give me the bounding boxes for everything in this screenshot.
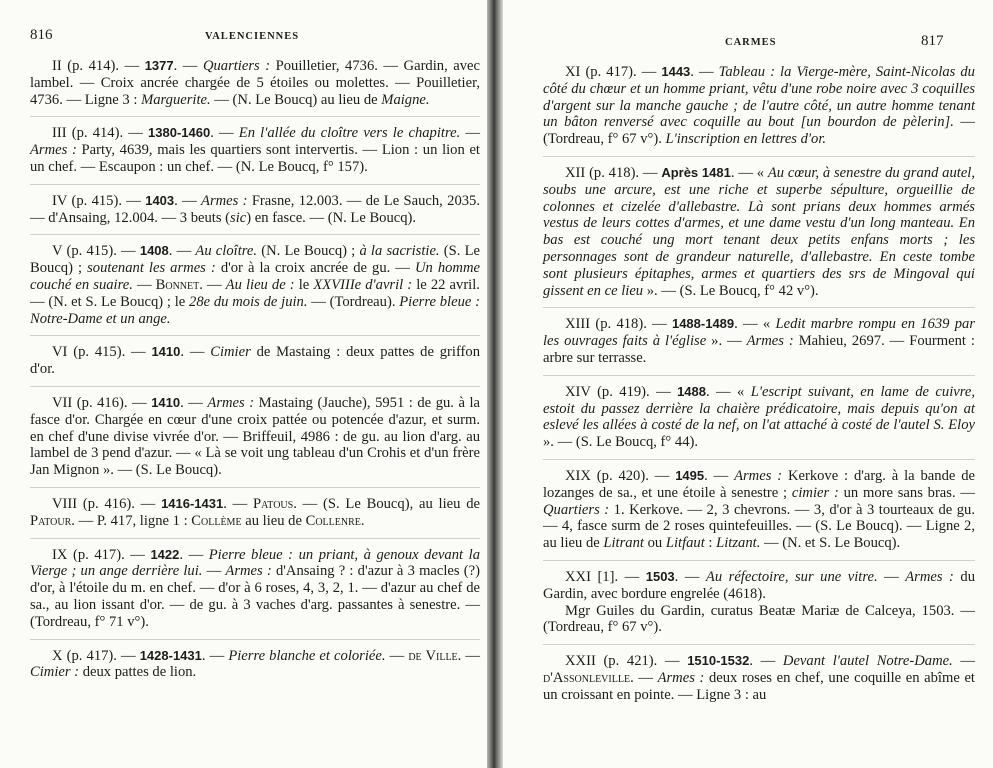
book-gutter [487, 0, 503, 768]
entry-V: V (p. 415). — 1408. — Au cloître. (N. Le Boucq) ; à la sacristie. (S. Le Boucq) ; soutenant les armes : d'or à la croix ancrée de gu. — Un homme couché en suaire. — Bonnet. — Au lieu de : le XXVIIIe d'avril : le 22 avril. — (N. et S. Le Boucq) ; le 28e du mois de juin. — (Tordreau). Pierre bleue : Notre-Dame et un ange. [30, 243, 480, 327]
left-page [0, 0, 487, 768]
entry-divider [30, 116, 480, 117]
entry-XIX: XIX (p. 420). — 1495. — Armes : Kerkove : d'arg. à la bande de lozanges de sa., et une étoile à senestre ; cimier : un more sans bras. — Quartiers : 1. Kerkove. — 2, 3 chevrons. — 3, d'or à 3 tourteaux de gu. — 4, fasce surm de 2 roses quintefeuilles. — (S. Le Boucq). — Ligne 2, au lieu de Litrant ou Litfaut : Litzant. — (N. et S. Le Boucq). [543, 467, 975, 552]
page-number-left: 816 [30, 27, 53, 43]
entry-XI: XI (p. 417). — 1443. — Tableau : la Vierge-mère, Saint-Nicolas du côté du chœur et un homme priant, vêtu d'une robe noire avec 3 coquilles d'argent sur la manche gauche ; de l'autre côté, un autre homme tenant un bâton renversé avec coquille au bout [un bourdon de pèlerin]. — (Tordreau, f° 67 v°). L'inscription en lettres d'or. [543, 64, 975, 148]
entry-XIII: XIII (p. 418). — 1488-1489. — « Ledit marbre rompu en 1639 par les ouvrages faits à l'église ». — Armes : Mahieu, 2697. — Fourment : arbre sur terrasse. [543, 316, 975, 366]
entry-divider [543, 560, 975, 561]
entry-divider [543, 459, 975, 460]
entry-III: III (p. 414). — 1380-1460. — En l'allée du cloître vers le chapitre. — Armes : Party, 4639, mais les quartiers sont intervertis. — Lion : un lion et un chef. — Escaupon : un chef. — (N. Le Boucq, f° 157). [30, 125, 480, 175]
entry-divider [543, 307, 975, 308]
right-entries [543, 64, 975, 712]
entry-divider [30, 538, 480, 539]
running-head-right: CARMES [725, 37, 777, 48]
entry-VII: VII (p. 416). — 1410. — Armes : Mastaing (Jauche), 5951 : de gu. à la fasce d'or. Chargée en cœur d'une croix pattée ou potencée d'azur, et surm. en chef d'une divise vivrée d'or. — Briffeuil, 4986 : de gu. au lion d'arg. au lambel de 3 pend d'azur. — « Là se voit ung tableau d'un Crohis et d'un frère Jan Mignon ». — (S. Le Boucq). [30, 394, 481, 479]
entry-VI: VI (p. 415). — 1410. — Cimier de Mastaing : deux pattes de griffon d'or. [30, 344, 481, 378]
entry-divider [30, 184, 480, 185]
entry-II: II (p. 414). — 1377. — Quartiers : Pouilletier, 4736. — Gardin, avec lambel. — Croix ancrée chargée de 5 étoiles ou molettes. — Pouilletier, 4736. — Ligne 3 : Marguerite. — (N. Le Boucq) au lieu de Maigne. [30, 58, 480, 108]
right-page [503, 0, 993, 768]
entry-divider [543, 375, 975, 376]
entry-divider [543, 644, 975, 645]
entry-XXII: XXII (p. 421). — 1510-1532. — Devant l'autel Notre-Dame. — d'Assonleville. — Armes : deux roses en chef, une coquille en abîme et un croissant en pointe. — Ligne 3 : au [543, 653, 976, 703]
entry-divider [30, 335, 480, 336]
entry-divider [30, 234, 480, 235]
entry-XXI: XXI [1]. — 1503. — Au réfectoire, sur une vitre. — Armes : du Gardin, avec bordure engrelée (4618). [543, 568, 975, 602]
running-head-left: VALENCIENNES [205, 31, 300, 42]
page-number-right: 817 [921, 33, 944, 49]
entry-IX: IX (p. 417). — 1422. — Pierre bleue : un priant, à genoux devant la Vierge ; un ange derrière lui. — Armes : d'Ansaing ? : d'azur à 3 macles (?) d'or, à l'étoile du m. en chef. — d'or à 6 roses, 4, 3, 2, 1. — d'azur au chef de sa., au lion issant d'or. — de gu. à 3 vaches d'arg. passantes à senestre. — (Tordreau, f° 71 v°). [30, 546, 480, 630]
entry-divider [543, 156, 975, 157]
entry-XXI-inscription: Mgr Guiles du Gardin, curatus Beatæ Mariæ de Calceya, 1503. — (Tordreau, f° 67 v°). [543, 602, 975, 636]
entry-XII: XII (p. 418). — Après 1481. — « Au cœur, à senestre du grand autel, soubs une arcure, est une riche et superbe sépulture, orgueillie de colonnes et cizelée d'allebastre. Là sont prians deux hommes armés vestus de leurs cottes d'armes, et une dame vestu d'un long manteau. En bas est couché ung mort tenant deux petits enfans morts ; les personnages sont de grandeur naturelle, d'allebastre. En ceste tombe sont plusieurs épitaphes, armes et quartiers des srs de Mingoval qui gissent en ce lieu ». — (S. Le Boucq, f° 42 v°). [543, 164, 976, 299]
entry-VIII: VIII (p. 416). — 1416-1431. — Patous. — (S. Le Boucq), au lieu de Patour. — P. 417, ligne 1 : Collème au lieu de Collenre. [30, 495, 481, 529]
entry-divider [30, 487, 480, 488]
entry-X: X (p. 417). — 1428-1431. — Pierre blanche et coloriée. — de Ville. — Cimier : deux pattes de lion. [30, 647, 481, 681]
entry-divider [30, 639, 480, 640]
entry-divider [30, 386, 480, 387]
entry-XIV: XIV (p. 419). — 1488. — « L'escript suivant, en lame de cuivre, estoit du passez derrière la chaière prédicatoire, mais depuis qu'on at eslevé les allées à costé de la nef, on l'at attaché à costé de l'autel S. Eloy ». — (S. Le Boucq, f° 44). [543, 383, 975, 451]
left-entries [30, 58, 480, 689]
entry-IV: IV (p. 415). — 1403. — Armes : Frasne, 12.003. — de Le Sauch, 2035. — d'Ansaing, 12.004. — 3 beuts (sic) en fasce. — (N. Le Boucq). [30, 192, 480, 226]
